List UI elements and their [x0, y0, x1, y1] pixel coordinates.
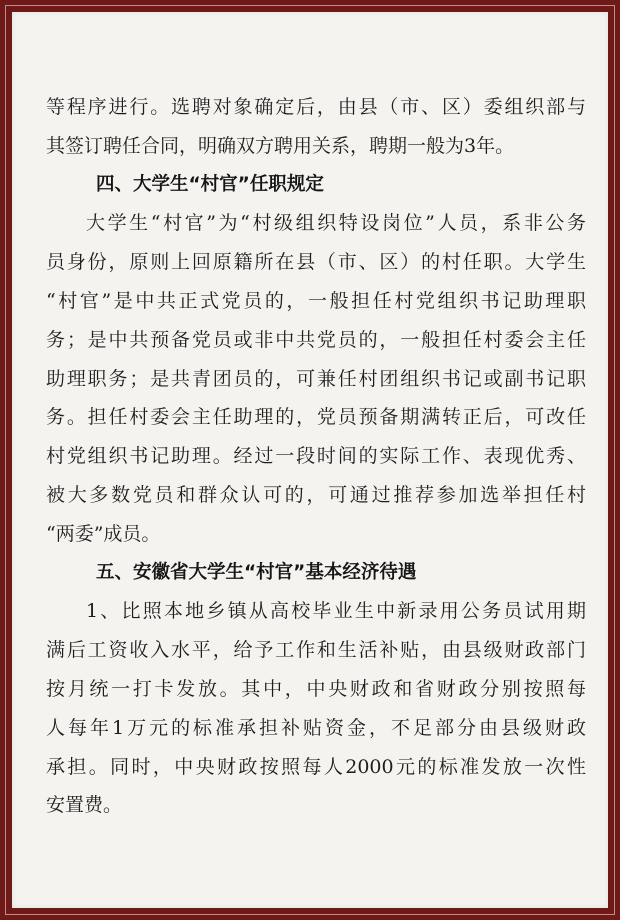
body-line: 务。担任村委会主任助理的，党员预备期满转正后，可改任 [46, 406, 586, 429]
body-line: 村党组织书记助理。经过一段时间的实际工作、表现优秀、 [46, 445, 586, 468]
body-line: 承担。同时，中央财政按照每人2000元的标准发放一次性 [46, 755, 586, 778]
body-line: 助理职务；是共青团员的，可兼任村团组织书记或副书记职 [46, 367, 586, 390]
document-page [12, 12, 608, 908]
body-line: 满后工资收入水平，给予工作和生活补贴，由县级财政部门 [46, 639, 586, 662]
body-line: 被大多数党员和群众认可的，可通过推荐参加选举担任村 [46, 483, 586, 506]
body-line: 人每年1万元的标准承担补贴资金，不足部分由县级财政 [46, 716, 586, 739]
body-line: 等程序进行。选聘对象确定后，由县（市、区）委组织部与 [46, 96, 586, 118]
section-heading-4: 四、大学生“村官”任职规定 [96, 173, 324, 195]
body-line: 员身份，原则上回原籍所在县（市、区）的村任职。大学生 [46, 251, 586, 274]
body-line: 1、比照本地乡镇从高校毕业生中新录用公务员试用期 [86, 600, 586, 623]
body-line: “村官”是中共正式党员的，一般担任村党组织书记助理职 [46, 289, 586, 312]
body-line: 按月统一打卡发放。其中，中央财政和省财政分别按照每 [46, 677, 586, 700]
section-heading-5: 五、安徽省大学生“村官”基本经济待遇 [96, 561, 417, 583]
body-line: “两委”成员。 [46, 522, 161, 545]
body-line: 其签订聘任合同，明确双方聘用关系，聘期一般为3年。 [46, 134, 515, 157]
body-line: 务；是中共预备党员或非中共党员的，一般担任村委会主任 [46, 328, 586, 351]
body-line: 安置费。 [46, 794, 123, 817]
body-line: 大学生“村官”为“村级组织特设岗位”人员，系非公务 [86, 212, 586, 235]
document-text [46, 88, 586, 825]
